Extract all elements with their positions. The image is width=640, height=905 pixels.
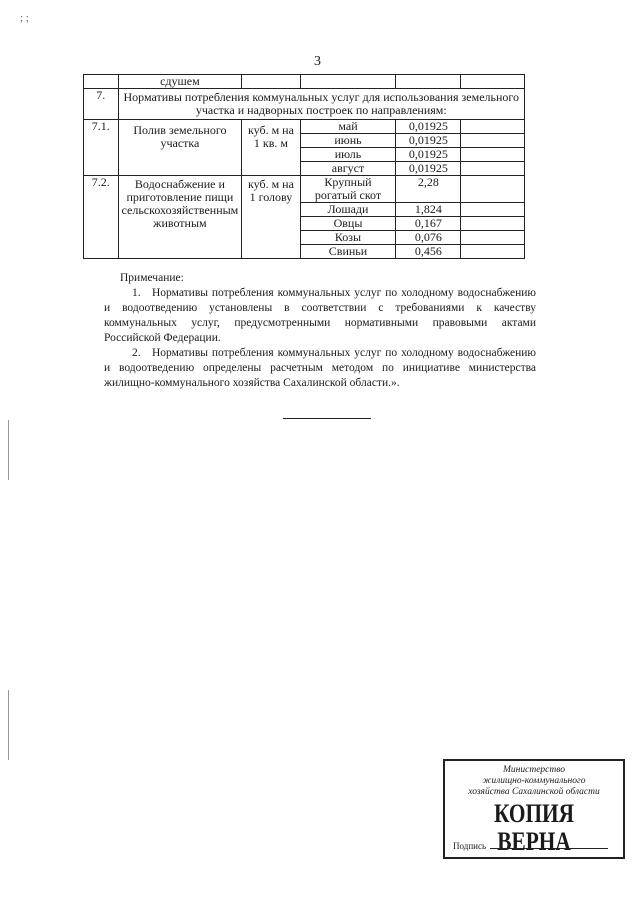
item-name: Крупный рогатый скот [300, 176, 396, 203]
row-unit: куб. м на 1 кв. м [242, 120, 300, 176]
table-cell [461, 162, 525, 176]
item-name: июнь [300, 134, 396, 148]
item-value: 0,01925 [396, 134, 461, 148]
item-name: Свиньи [300, 245, 396, 259]
signature-label: Подпись [453, 841, 487, 851]
note-item-number: 2. [132, 347, 141, 359]
stamp-org-line: Министерство [503, 765, 565, 775]
page-number: 3 [314, 54, 321, 69]
table-row [84, 89, 525, 120]
note-item [104, 346, 536, 391]
table-row [84, 176, 525, 203]
note-item-number: 1. [132, 287, 141, 299]
stamp-org-line: хозяйства Сахалинской области [468, 787, 600, 797]
item-value: 1,824 [396, 203, 461, 217]
table-row [84, 120, 525, 134]
row-description: Полив земельного участка [118, 120, 242, 176]
item-name: Козы [300, 231, 396, 245]
scan-edge-line [8, 420, 9, 480]
row-number: 7.1. [84, 120, 119, 176]
table-cell [461, 217, 525, 231]
table-cell [461, 203, 525, 217]
note-item-text: Нормативы потребления коммунальных услуг по холодному водоснабжению и водоотведению определены расчетным методом по инициативе министерства жилищно-коммунального хозяйства Сахалинской области.». [104, 347, 536, 389]
margin-marks: ; ; [20, 12, 29, 24]
row-description: Водоснабжение и приготовление пищи сельскохозяйственным животным [118, 176, 242, 259]
section-heading: Нормативы потребления коммунальных услуг для использования земельного участка и надворных построек по направлениям: [118, 89, 524, 120]
table-cell [300, 75, 396, 89]
item-name: август [300, 162, 396, 176]
item-value: 0,01925 [396, 148, 461, 162]
item-value: 0,076 [396, 231, 461, 245]
item-value: 0,167 [396, 217, 461, 231]
item-name: Овцы [300, 217, 396, 231]
table-cell [461, 75, 525, 89]
item-name: май [300, 120, 396, 134]
table-cell: сдушем [118, 75, 242, 89]
stamp-org-line: жилищно-коммунального [482, 776, 586, 786]
item-value: 0,01925 [396, 162, 461, 176]
item-value: 0,456 [396, 245, 461, 259]
table-cell [396, 75, 461, 89]
table-row [84, 75, 525, 89]
row-number: 7. [84, 89, 119, 120]
row-number: 7.2. [84, 176, 119, 259]
table-cell [461, 231, 525, 245]
note-item [104, 286, 536, 346]
certification-stamp [443, 759, 625, 859]
scan-edge-line [8, 690, 9, 760]
norms-table [83, 74, 525, 259]
table-cell [461, 245, 525, 259]
table-cell [84, 75, 119, 89]
note-title: Примечание: [120, 272, 184, 284]
item-value: 0,01925 [396, 120, 461, 134]
table-cell [461, 148, 525, 162]
table-cell [461, 134, 525, 148]
table-cell [461, 120, 525, 134]
item-name: Лошади [300, 203, 396, 217]
stamp-signature [453, 841, 608, 851]
stamp-title: КОПИЯ ВЕРНА [493, 799, 575, 856]
signature-line [490, 848, 608, 849]
item-value: 2,28 [396, 176, 461, 203]
end-rule [283, 418, 371, 419]
item-name: июль [300, 148, 396, 162]
row-unit: куб. м на 1 голову [242, 176, 300, 259]
table-cell [461, 176, 525, 203]
note-item-text: Нормативы потребления коммунальных услуг по холодному водоснабжению и водоотведению установлены в соответствии с требованиями к качеству коммунальных услуг, предусмотренными нормативными правовыми актами Российской Федерации. [104, 287, 536, 344]
note-block [104, 271, 536, 391]
table-cell [242, 75, 300, 89]
